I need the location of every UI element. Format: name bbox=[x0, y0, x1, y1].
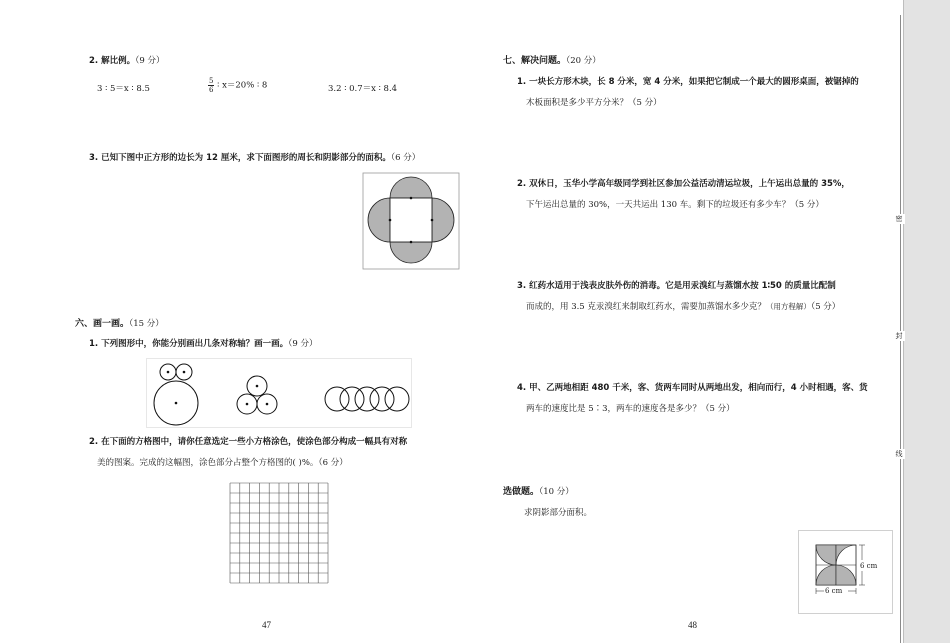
draw-q1-score: （9 分） bbox=[288, 339, 318, 349]
optional-score: （10 分） bbox=[539, 487, 574, 497]
prob-2-line1: 2. 双休日，玉华小学高年级同学到社区参加公益活动清运垃圾，上午运出总量的 35%， bbox=[517, 179, 850, 189]
leaf-shaded-figure bbox=[798, 530, 893, 614]
optional-heading bbox=[503, 486, 574, 498]
prob-4-score: （5 分） bbox=[701, 404, 735, 414]
q2-score: （9 分） bbox=[135, 56, 165, 66]
right-page-number: 48 bbox=[688, 620, 697, 630]
symmetry-figures bbox=[146, 358, 412, 428]
draw-q2-line1: 2. 在下面的方格图中，请你任意选定一些小方格涂色，使涂色部分构成一幅具有对称 bbox=[89, 437, 408, 447]
prob-3-line2: 而成的，用 3.5 克汞溴红来制取红药水，需要加蒸馏水多少克？ bbox=[526, 302, 766, 312]
q3-text: 3. 已知下图中正方形的边长为 12 厘米，求下面图形的周长和阴影部分的面积。 bbox=[89, 153, 391, 163]
binding-char-3: 线 bbox=[893, 449, 905, 459]
prob-4 bbox=[517, 382, 868, 394]
eq-2-fraction: $\frac{5}{6}$ bbox=[209, 77, 214, 94]
prob-2-cont bbox=[526, 199, 824, 211]
draw-q1 bbox=[89, 338, 317, 350]
eq-2-rest: ∶ x＝20% ∶ 8 bbox=[217, 80, 268, 91]
draw-q2-score: （6 分） bbox=[318, 458, 348, 468]
left-page-number: 47 bbox=[262, 620, 271, 630]
prob-3 bbox=[517, 280, 836, 292]
draw-q2-cont bbox=[97, 457, 348, 469]
binding-char-2: 封 bbox=[893, 331, 905, 341]
section-7-heading bbox=[503, 55, 601, 67]
dim-width-label: 6 cm bbox=[825, 587, 843, 595]
square-semicircles-figure bbox=[362, 172, 460, 270]
prob-2-score: （5 分） bbox=[790, 200, 824, 210]
q2-solve-proportion bbox=[89, 55, 164, 67]
section-6-title: 六、画一画。 bbox=[75, 319, 130, 329]
prob-1-line1: 1. 一块长方形木块，长 8 分米，宽 4 分米，如果把它制成一个最大的圆形桌面，被锯掉的 bbox=[517, 77, 859, 87]
binding-line bbox=[900, 15, 901, 643]
binding-strip bbox=[903, 0, 950, 643]
optional-title: 选做题。 bbox=[503, 487, 540, 497]
prob-3-score: （5 分） bbox=[810, 302, 841, 312]
prob-1-cont bbox=[526, 97, 662, 109]
eq-3: 3.2 ∶ 0.7＝x ∶ 8.4 bbox=[328, 84, 398, 94]
prob-1-score: （5 分） bbox=[628, 98, 662, 108]
prob-3-note: （用方程解） bbox=[765, 302, 811, 311]
q2-title: 2. 解比例。 bbox=[89, 56, 136, 66]
q3-square-problem bbox=[89, 152, 420, 164]
blank-grid-10x10[interactable] bbox=[229, 482, 329, 584]
prob-4-line2: 两车的速度比是 5∶3，两车的速度各是多少？ bbox=[526, 404, 702, 414]
section-7-title: 七、解决问题。 bbox=[503, 56, 567, 66]
dim-height-label: 6 cm bbox=[860, 562, 878, 570]
optional-text: 求阴影部分面积。 bbox=[524, 508, 593, 518]
prob-2 bbox=[517, 178, 850, 190]
prob-1 bbox=[517, 76, 859, 88]
draw-q1-text: 1. 下列图形中，你能分别画出几条对称轴？画一画。 bbox=[89, 339, 289, 349]
prob-1-line2: 木板面积是多少平方分米？ bbox=[526, 98, 629, 108]
draw-q2-line2: 美的图案。完成的这幅图，涂色部分占整个方格图的( )%。 bbox=[97, 458, 319, 468]
prob-2-line2: 下午运出总量的 30%，一天共运出 130 车。剩下的垃圾还有多少车？ bbox=[526, 200, 791, 210]
section-6-heading bbox=[75, 318, 164, 330]
section-6-score: （15 分） bbox=[129, 319, 164, 329]
draw-q2 bbox=[89, 436, 407, 448]
q3-score: （6 分） bbox=[390, 153, 421, 163]
prob-4-line1: 4. 甲、乙两地相距 480 千米，客、货两车同时从两地出发，相向而行，4 小时相遇，客、货 bbox=[517, 383, 868, 393]
section-7-score: （20 分） bbox=[566, 56, 601, 66]
leaf-shaded-drawing bbox=[799, 531, 892, 613]
prob-3-line1: 3. 红药水适用于浅表皮肤外伤的消毒。它是用汞溴红与蒸馏水按 1∶50 的质量比配制 bbox=[517, 281, 836, 291]
eq-2 bbox=[208, 77, 267, 94]
eq-1: 3 ∶ 5＝x ∶ 8.5 bbox=[97, 84, 150, 94]
binding-char-1: 密 bbox=[893, 214, 905, 224]
prob-3-cont bbox=[526, 301, 840, 313]
prob-4-cont bbox=[526, 403, 735, 415]
